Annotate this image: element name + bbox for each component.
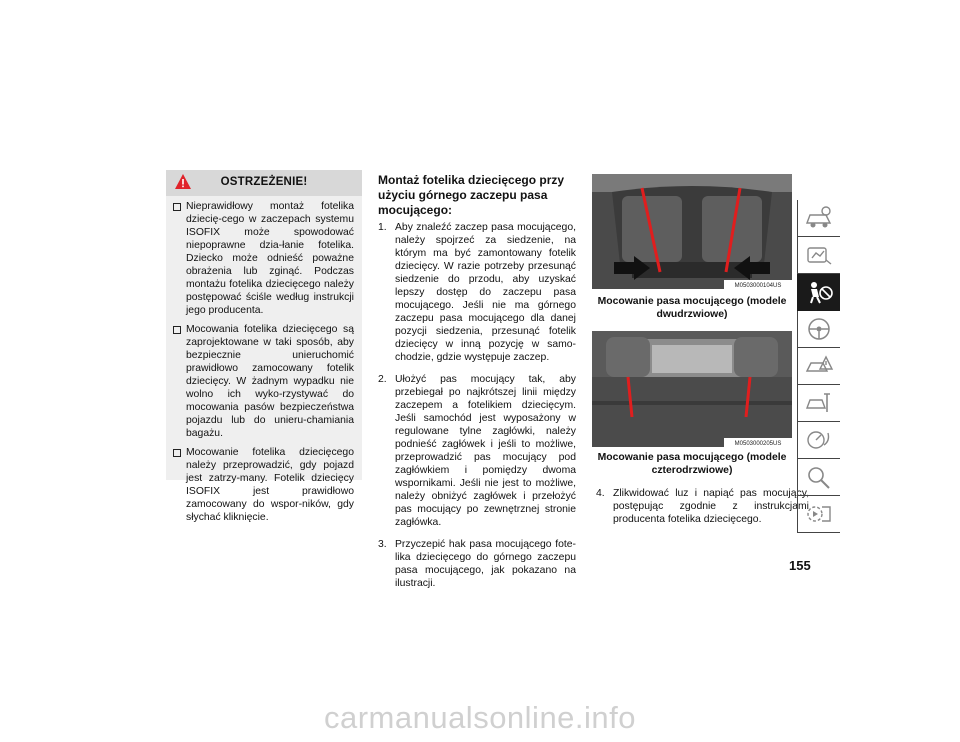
figure-code: M0503000205US xyxy=(734,441,782,447)
side-tab-driving[interactable] xyxy=(797,311,840,348)
warning-body xyxy=(166,196,362,523)
emergency-icon xyxy=(804,353,834,379)
section-heading: Montaż fotelika dziecięcego przy użyciu górnego zaczepu pasa mocującego: xyxy=(378,173,565,217)
figure-two-door-photo xyxy=(592,174,792,289)
bullet-box-icon xyxy=(173,326,181,334)
side-tab-service[interactable] xyxy=(797,385,840,422)
warning-title: OSTRZEŻENIE! xyxy=(220,176,308,188)
side-tab-index[interactable] xyxy=(797,459,840,496)
dashboard-gauge-icon xyxy=(804,427,834,453)
side-tab-emergency[interactable] xyxy=(797,348,840,385)
step-item: 2. Ułożyć pas mocujący tak, aby przebiegał po najkrótszej linii między zaczepem a fotelikiem dziecięcym. Jeśli samochód jest wyposażony w regulowane tylne zagłówki, należy podnieść zagłówek i jeśli to możliwe, przeprowadzić pas mocujący pod zagłówkiem i pomiędzy dwoma wspornikami. Jeśli nie jest to możliwe, należy obniżyć zagłówek i przełożyć pas mocujący po zewnętrznej stronie zagłówka. xyxy=(378,374,576,528)
warning-item: Mocowania fotelika dziecięcego są zaprojektowane w taki sposób, aby bezpiecznie unieruchomić prawidłowo zamocowany fotelik dziecięcy. W żadnym wypadku nie wolno ich wyko-rzystywać do mocowania pasów bezpieczeństwa pojazdu lub do unieru-chamiania bagażu. xyxy=(172,323,354,440)
figure-four-door-photo xyxy=(592,331,792,447)
airbag-safety-icon xyxy=(804,279,834,305)
instrument-panel-icon xyxy=(804,242,834,268)
side-tab-instrument-panel[interactable] xyxy=(797,237,840,274)
side-tab-specifications[interactable] xyxy=(797,422,840,459)
figure-caption: Mocowanie pasa mocującego (modele czterodrzwiowe) xyxy=(597,452,787,476)
watermark: carmanualsonline.info xyxy=(323,700,637,735)
bullet-box-icon xyxy=(173,449,181,457)
figure-code: M0503000104US xyxy=(734,283,782,289)
figure-caption: Mocowanie pasa mocującego (modele dwudrzwiowe) xyxy=(597,296,787,320)
warning-box xyxy=(166,170,362,523)
step-item: 4. Zlikwidować luz i napiąć pas mocujący, postępując zgodnie z instrukcjami producenta fotelika dziecięcego. xyxy=(596,488,809,525)
side-tab-multimedia[interactable] xyxy=(797,496,840,533)
bullet-box-icon xyxy=(173,203,181,211)
warning-header xyxy=(166,170,362,196)
page-number: 155 xyxy=(789,558,811,573)
steps-list xyxy=(378,221,576,599)
step-item: 3. Przyczepić hak pasa mocującego fote-lika dziecięcego do górnego zaczepu pasa mocującego, jak pokazano na ilustracji. xyxy=(378,539,576,589)
service-tools-icon xyxy=(804,390,834,416)
vehicle-info-icon xyxy=(804,205,834,231)
step-item: 1. Aby znaleźć zaczep pasa mocującego, należy spojrzeć za siedzenie, na którym ma być zamontowany fotelik dziecięcy. W razie potrzeby przesunąć siedzenie do przodu, aby uzyskać lepszy dostęp do zaczepu pasa mocującego. Jeśli nie ma górnego zaczepu pasa mocującego dla danej pozycji siedzenia, przesunąć fotelik dziecięcy w inną pozycję w samo-chodzie, gdzie występuje zaczep. xyxy=(378,222,576,363)
warning-item: Mocowanie fotelika dziecięcego należy przeprowadzić, gdy pojazd jest zatrzy-many. Fotelik dziecięcy ISOFIX jest prawidłowo zamocowany do wspor-ników, gdy słychać kliknięcie. xyxy=(172,446,354,524)
side-tab-safety-active[interactable] xyxy=(797,274,840,311)
steering-wheel-icon xyxy=(804,316,834,342)
side-tab-vehicle-info[interactable] xyxy=(797,200,840,237)
search-icon xyxy=(804,464,834,490)
multimedia-icon xyxy=(804,501,834,527)
warning-item: Nieprawidłowy montaż fotelika dziecię-cego w zaczepach systemu ISOFIX może spowodować niepoprawne dzia-łanie fotelika. Dziecko może odnieść poważne obrażenia lub zginąć. Podczas montażu fotelika dziecięcego należy postępować ściśle według instrukcji jego producenta. xyxy=(172,200,354,317)
